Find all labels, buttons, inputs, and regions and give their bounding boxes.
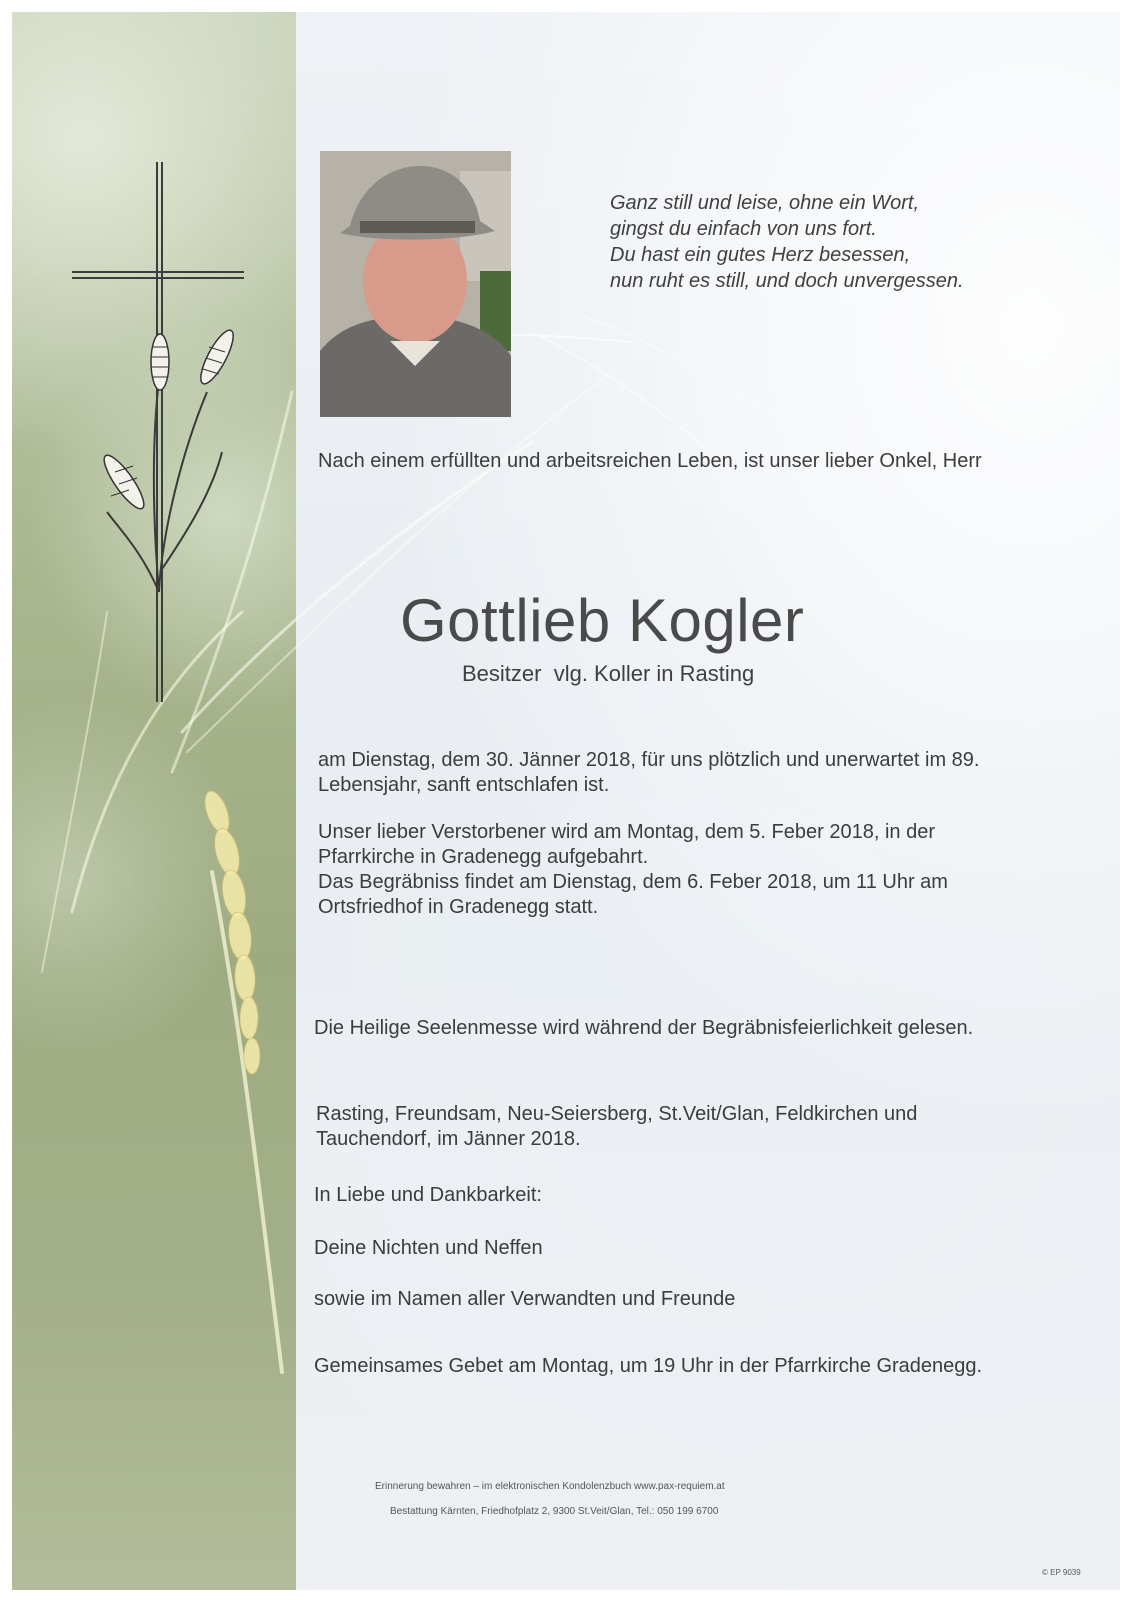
death-notice: am Dienstag, dem 30. Jänner 2018, für uns plötzlich und unerwartet im 89. Lebensjahr, sanft entschlafen ist. xyxy=(318,749,980,796)
footer-condolence: Erinnerung bewahren – im elektronischen Kondolenzbuch www.pax-requiem.at xyxy=(375,1481,725,1492)
place-date: Rasting, Freundsam, Neu-Seiersberg, St.Veit/Glan, Feldkirchen und Tauchendorf, im Jänner 2018. xyxy=(316,1103,918,1150)
funeral-burial: Das Begräbniss findet am Dienstag, dem 6. Feber 2018, um 11 Uhr am Ortsfriedhof in Gradenegg statt. xyxy=(318,871,948,918)
closing-others: sowie im Namen aller Verwandten und Freunde xyxy=(314,1288,736,1310)
portrait-icon xyxy=(320,151,511,417)
poem-line: gingst du einfach von uns fort. xyxy=(610,218,877,240)
closing-greeting: In Liebe und Dankbarkeit: xyxy=(314,1184,542,1206)
footer-code: © EP 9039 xyxy=(1042,1568,1081,1577)
prayer-notice: Gemeinsames Gebet am Montag, um 19 Uhr in der Pfarrkirche Gradenegg. xyxy=(314,1355,983,1377)
poem xyxy=(610,190,1050,294)
deceased-name: Gottlieb Kogler xyxy=(400,587,805,654)
cross-icon xyxy=(72,162,244,702)
intro-text: Nach einem erfüllten und arbeitsreichen Leben, ist unser lieber Onkel, Herr xyxy=(318,450,982,472)
poem-line: nun ruht es still, und doch unvergessen. xyxy=(610,270,964,292)
deceased-subtitle: Besitzer vlg. Koller in Rasting xyxy=(462,661,755,686)
obituary-page xyxy=(12,12,1120,1590)
closing-mourners: Deine Nichten und Neffen xyxy=(314,1237,543,1259)
poem-line: Du hast ein gutes Herz besessen, xyxy=(610,244,911,266)
footer-undertaker: Bestattung Kärnten, Friedhofplatz 2, 9300 St.Veit/Glan, Tel.: 050 199 6700 xyxy=(390,1506,719,1517)
poem-line: Ganz still und leise, ohne ein Wort, xyxy=(610,192,920,214)
mass-notice: Die Heilige Seelenmesse wird während der Begräbnisfeierlichkeit gelesen. xyxy=(314,1017,974,1039)
portrait-photo xyxy=(320,151,511,417)
funeral-viewing: Unser lieber Verstorbener wird am Montag, dem 5. Feber 2018, in der Pfarrkirche in Gradenegg aufgebahrt. xyxy=(318,821,935,868)
